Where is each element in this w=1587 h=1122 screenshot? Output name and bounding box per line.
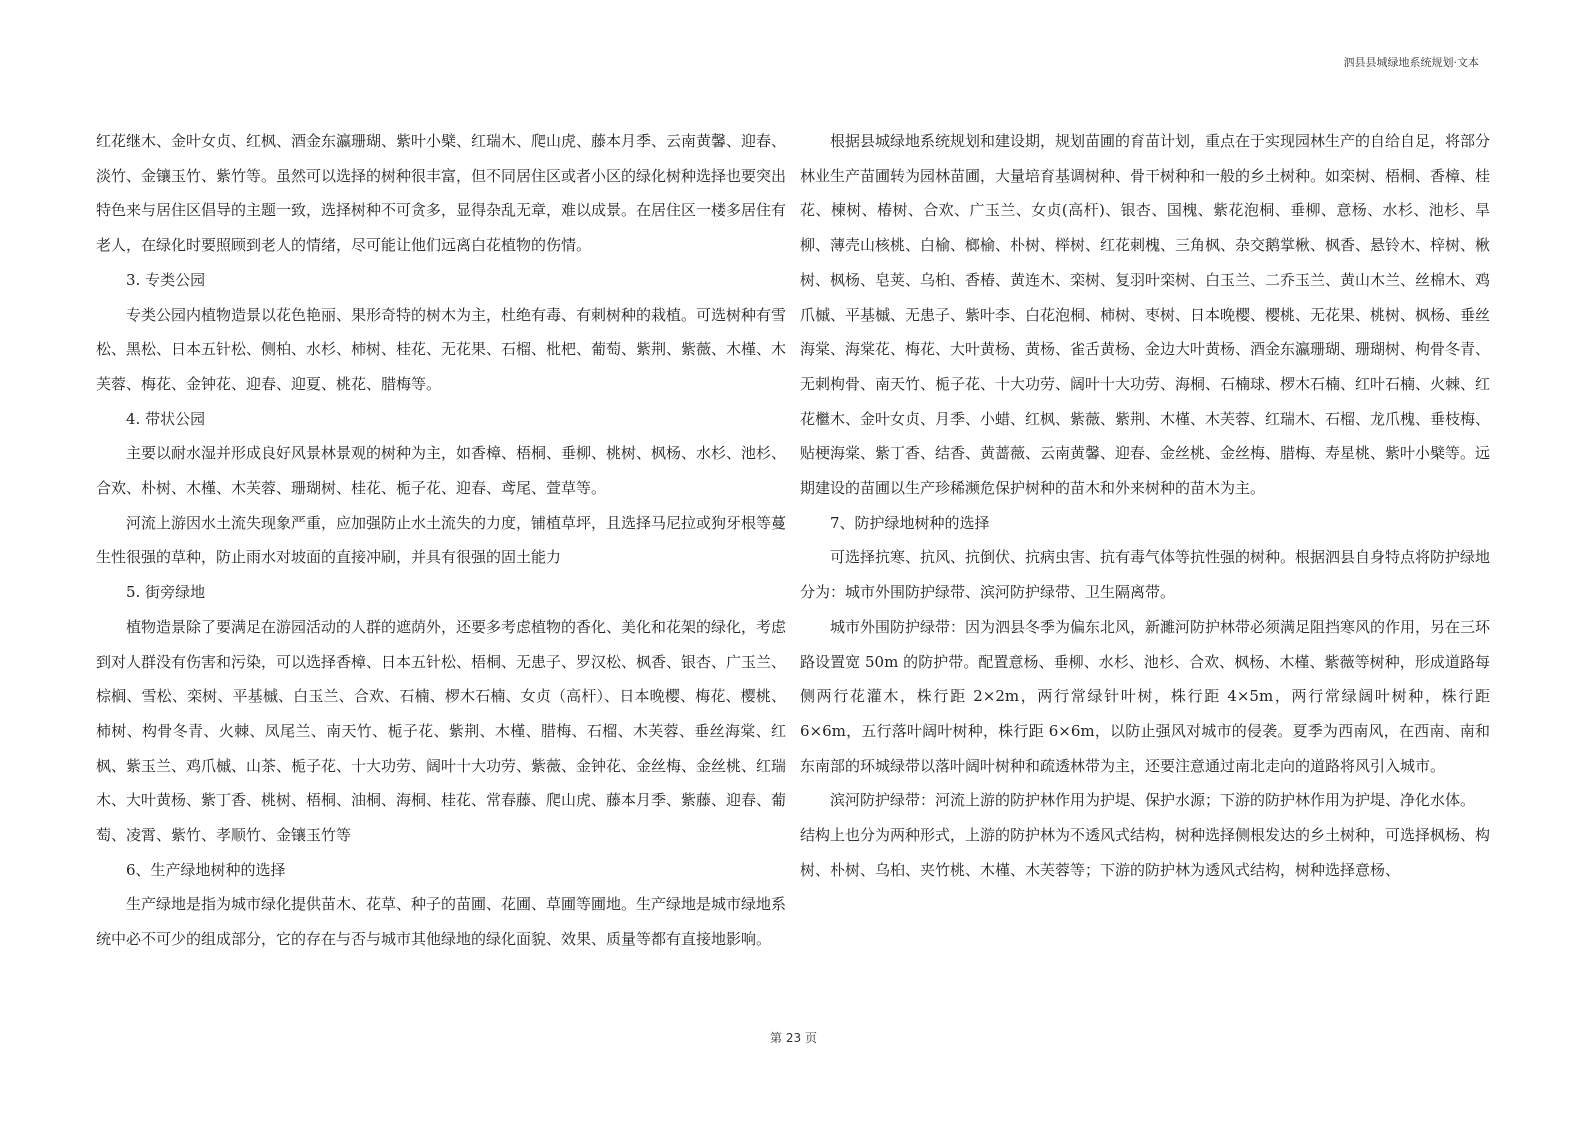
page-number: 第 23 页 xyxy=(770,1031,817,1045)
paragraph: 专类公园内植物造景以花色艳丽、果形奇特的树木为主，杜绝有毒、有刺树种的栽植。可选树种有雪松、黑松、日本五针松、侧柏、水杉、柿树、桂花、无花果、石榴、枇杷、葡萄、紫荆、紫薇、木槿、木芙蓉、梅花、金钟花、迎春、迎夏、桃花、腊梅等。 xyxy=(96,305,787,393)
paragraph: 主要以耐水湿并形成良好风景林景观的树种为主，如香樟、梧桐、垂柳、桃树、枫杨、水杉、池杉、合欢、朴树、木槿、木芙蓉、珊瑚树、桂花、栀子花、迎春、鸢尾、萱草等。 xyxy=(96,444,787,498)
paragraph: 根据县城绿地系统规划和建设期，规划苗圃的育苗计划，重点在于实现园林生产的自给自足，将部分林业生产苗圃转为园林苗圃，大量培育基调树种、骨干树种和一般的乡土树种。如栾树、梧桐、香樟、桂花、楝树、椿树、合欢、广玉兰、女贞(高杆)、银杏、国槐、紫花泡桐、垂柳、意杨、水杉、池杉、旱柳、薄壳山核桃、白榆、榔榆、朴树、榉树、红花刺槐、三角枫、杂交鹅掌楸、枫香、悬铃木、梓树、楸树、枫杨、皂荚、乌桕、香椿、黄连木、栾树、复羽叶栾树、白玉兰、二乔玉兰、黄山木兰、丝棉木、鸡爪槭、平基槭、无患子、紫叶李、白花泡桐、柿树、枣树、日本晚樱、樱桃、无花果、桃树、枫杨、垂丝海棠、海棠花、梅花、大叶黄杨、黄杨、雀舌黄杨、金边大叶黄杨、酒金东瀛珊瑚、珊瑚树、枸骨冬青、无刺枸骨、南天竹、栀子花、十大功劳、阔叶十大功劳、海桐、石楠球、椤木石楠、红叶石楠、火棘、红花檵木、金叶女贞、月季、小蜡、红枫、紫薇、紫荆、木槿、木芙蓉、红瑞木、石榴、龙爪槐、垂枝梅、贴梗海棠、紫丁香、结香、黄蔷薇、云南黄馨、迎春、金丝桃、金丝梅、腊梅、寿星桃、紫叶小檗等。远期建设的苗圃以生产珍稀濒危保护树种的苗木和外来树种的苗木为主。 xyxy=(800,132,1491,498)
paragraph: 结构上也分为两种形式，上游的防护林为不透风式结构，树种选择侧根发达的乡土树种，可选择枫杨、构树、朴树、乌桕、夹竹桃、木槿、木芙蓉等；下游的防护林为透风式结构，树种选择意杨、 xyxy=(800,826,1491,879)
section-heading: 4. 带状公园 xyxy=(126,409,206,428)
paragraph: 滨河防护绿带：河流上游的防护林作用为护堤、保护水源；下游的防护林作用为护堤、净化水体。 xyxy=(830,791,1476,810)
paragraph: 植物造景除了要满足在游园活动的人群的遮荫外，还要多考虑植物的香化、美化和花架的绿化，考虑到对人群没有伤害和污染，可以选择香樟、日本五针松、梧桐、无患子、罗汉松、枫香、银杏、广玉兰、棕榈、雪松、栾树、平基槭、白玉兰、合欢、石楠、椤木石楠、女贞（高杆）、日本晚樱、梅花、樱桃、柿树、构骨冬青、火棘、凤尾兰、南天竹、栀子花、紫荆、木槿、腊梅、石榴、木芙蓉、垂丝海棠、红枫、紫玉兰、鸡爪槭、山茶、栀子花、十大功劳、阔叶十大功劳、紫薇、金钟花、金丝梅、金丝桃、红瑞木、大叶黄杨、紫丁香、桃树、梧桐、油桐、海桐、桂花、常春藤、爬山虎、藤本月季、紫藤、迎春、葡萄、凌霄、紫竹、孝顺竹、金镶玉竹等 xyxy=(96,617,787,845)
paragraph: 生产绿地是指为城市绿化提供苗木、花草、种子的苗圃、花圃、草圃等圃地。生产绿地是城市绿地系统中必不可少的组成部分，它的存在与否与城市其他绿地的绿化面貌、效果、质量等都有直接地影响。 xyxy=(96,895,787,949)
right-text-column xyxy=(800,124,1490,887)
paragraph: 红花继木、金叶女贞、红枫、酒金东瀛珊瑚、紫叶小檗、红瑞木、爬山虎、藤本月季、云南黄馨、迎春、淡竹、金镶玉竹、紫竹等。虽然可以选择的树种很丰富，但不同居住区或者小区的绿化树种选择也要突出特色来与居住区倡导的主题一致，选择树种不可贪多，显得杂乱无章，难以成景。在居住区一楼多居住有老人，在绿化时要照顾到老人的情绪，尽可能让他们远离白花植物的伤情。 xyxy=(96,132,787,255)
section-heading: 7、防护绿地树种的选择 xyxy=(830,513,990,532)
left-text-column xyxy=(96,124,786,957)
document-header-title: 泗县县城绿地系统规划·文本 xyxy=(1343,56,1479,69)
section-heading: 3. 专类公园 xyxy=(126,270,206,289)
section-heading: 6、生产绿地树种的选择 xyxy=(126,860,286,879)
paragraph: 河流上游因水土流失现象严重，应加强防止水土流失的力度，铺植草坪，且选择马尼拉或狗牙根等蔓生性很强的草种，防止雨水对坡面的直接冲刷，并具有很强的固土能力 xyxy=(96,513,787,567)
section-heading: 5. 街旁绿地 xyxy=(126,583,206,602)
paragraph: 可选择抗寒、抗风、抗倒伏、抗病虫害、抗有毒气体等抗性强的树种。根据泗县自身特点将防护绿地分为：城市外围防护绿带、滨河防护绿带、卫生隔离带。 xyxy=(800,548,1491,602)
paragraph: 城市外围防护绿带：因为泗县冬季为偏东北风，新濉河防护林带必须满足阻挡寒风的作用，另在三环路设置宽 50m 的防护带。配置意杨、垂柳、水杉、池杉、合欢、枫杨、木槿、紫薇等树种，形成道路每侧两行花灌木，株行距 2×2m，两行常绿针叶树，株行距 4×5m，两行常绿阔叶树种，株行距 6×6m，五行落叶阔叶树种，株行距 6×6m，以防止强风对城市的侵袭。夏季为西南风，在西南、南和东南部的环城绿带以落叶阔叶树种和疏透林带为主，还要注意通过南北走向的道路将风引入城市。 xyxy=(800,617,1491,775)
